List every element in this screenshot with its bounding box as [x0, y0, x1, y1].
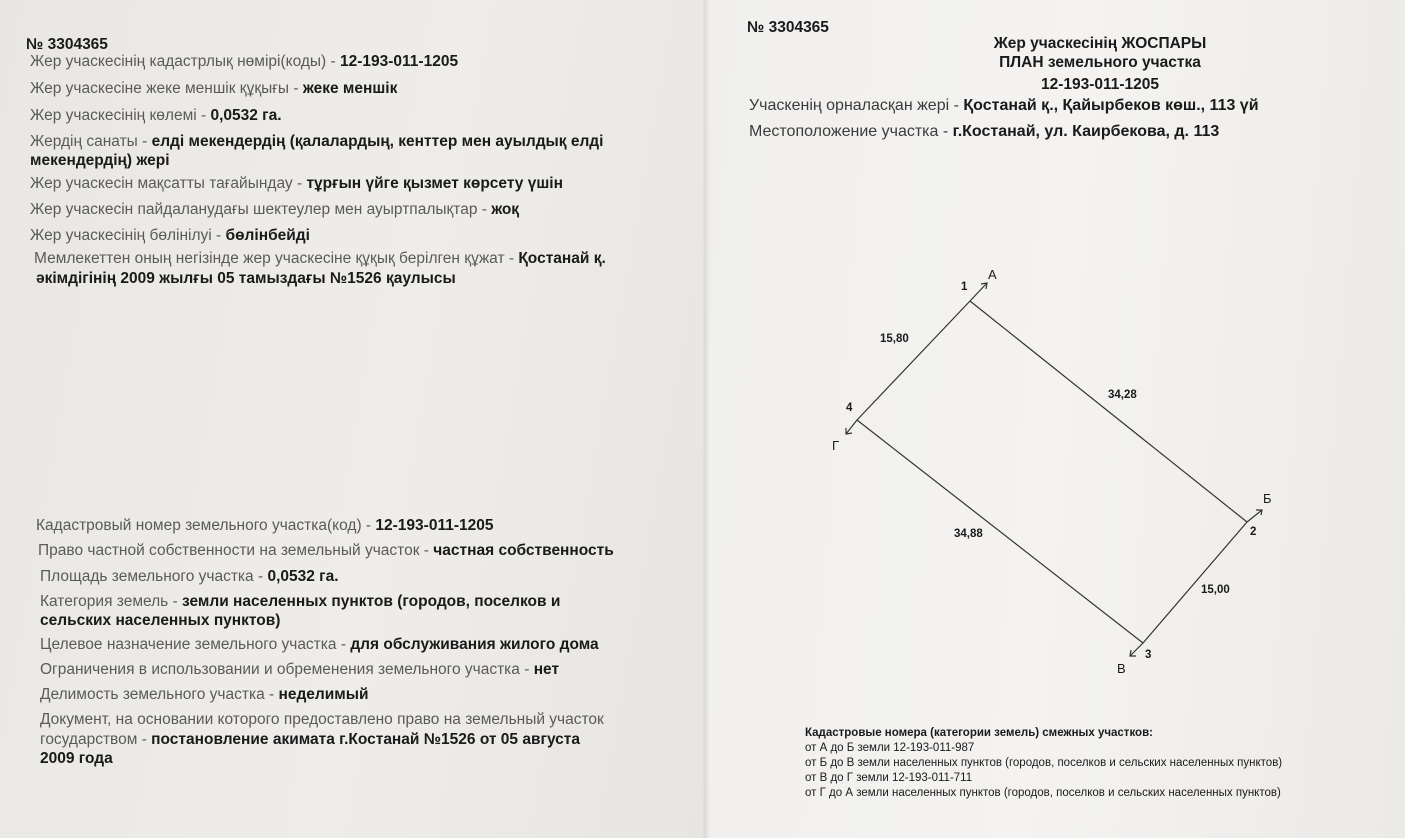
plan-title-kz: Жер учаскесінің ЖОСПАРЫ	[993, 35, 1207, 52]
kz-line: Жер учаскесін мақсатты тағайындау - тұрғын үйге қызмет көрсету үшін	[30, 175, 563, 192]
ru-line: Документ, на основании которого предоставлено право на земельный участок	[40, 711, 604, 728]
arrow-b	[1247, 510, 1262, 522]
kz-line: Жер учаскесін пайдаланудағы шектеулер мен ауыртпалықтар - жоқ	[30, 201, 520, 218]
vertex-1-label: 1	[961, 281, 968, 293]
plan-cadastral-code: 12-193-011-1205	[1040, 76, 1160, 93]
kz-line: мекендердің) жері	[30, 152, 170, 169]
location-ru: Местоположение участка - г.Костанай, ул. Каирбекова, д. 113	[749, 123, 1220, 140]
ru-line: Кадастровый номер земельного участка(код) - 12-193-011-1205	[36, 517, 494, 534]
arrow-v	[1130, 643, 1143, 656]
adjacent-row: от Б до В земли населенных пунктов (городов, поселков и сельских населенных пунктов)	[805, 757, 1283, 769]
adjacent-row: от В до Г земли 12-193-011-711	[805, 772, 973, 784]
kz-line: Жер учаскесінің көлемі - 0,0532 га.	[30, 107, 282, 124]
side-length-2-3: 15,00	[1201, 584, 1230, 596]
direction-a-label: А	[988, 267, 997, 282]
direction-v-label: В	[1117, 661, 1126, 676]
right-document-number: № 3304365	[747, 19, 829, 36]
adjacent-heading: Кадастровые номера (категории земель) смежных участков:	[805, 727, 1153, 739]
vertex-3-label: 3	[1145, 649, 1152, 661]
plan-title-ru: ПЛАН земельного участка	[999, 54, 1201, 71]
vertex-2-label: 2	[1250, 526, 1257, 538]
direction-b-label: Б	[1263, 491, 1272, 506]
location-kz: Учаскенің орналасқан жері - Қостанай қ., Қайырбеков көш., 113 үй	[749, 97, 1259, 114]
arrow-a	[970, 283, 987, 301]
kz-line: Мемлекеттен оның негізінде жер учаскесіне құқық берілген құжат - Қостанай қ.	[34, 250, 606, 267]
direction-g-label: Г	[832, 438, 840, 453]
ru-line: Целевое назначение земельного участка - для обслуживания жилого дома	[40, 636, 599, 653]
side-length-4-1: 15,80	[880, 333, 909, 345]
left-document-number: № 3304365	[26, 36, 108, 53]
side-3-4	[857, 420, 1143, 643]
ru-line: Площадь земельного участка - 0,0532 га.	[40, 568, 339, 585]
kz-line: әкімдігінің 2009 жылғы 05 тамыздағы №1526 қаулысы	[36, 270, 456, 287]
side-1-2	[970, 301, 1247, 522]
ru-line: 2009 года	[40, 750, 113, 767]
ru-line: сельских населенных пунктов)	[40, 612, 281, 629]
ru-line: Делимость земельного участка - неделимый	[40, 686, 369, 703]
ru-line: Ограничения в использовании и обременения земельного участка - нет	[40, 661, 560, 678]
kz-line: Жердің санаты - елді мекендердің (қалалардың, кенттер мен ауылдық елді	[30, 133, 604, 150]
side-length-3-4: 34,88	[954, 528, 983, 540]
kz-line: Жер учаскесіне жеке меншік құқығы - жеке меншік	[30, 80, 398, 97]
side-4-1	[857, 301, 970, 420]
adjacent-row: от А до Б земли 12-193-011-987	[805, 742, 975, 754]
side-2-3	[1143, 522, 1247, 643]
ru-line: государством - постановление акимата г.Костанай №1526 от 05 августа	[40, 731, 581, 748]
kz-line: Жер учаскесінің кадастрлық нөмірі(коды) - 12-193-011-1205	[30, 53, 459, 70]
vertex-4-label: 4	[846, 402, 853, 414]
ru-line: Категория земель - земли населенных пунктов (городов, поселков и	[40, 593, 561, 610]
kz-line: Жер учаскесінің бөлінілуі - бөлінбейді	[30, 227, 310, 244]
ru-line: Право частной собственности на земельный участок - частная собственность	[38, 542, 614, 559]
arrow-g	[846, 420, 857, 434]
side-length-1-2: 34,28	[1108, 389, 1137, 401]
adjacent-row: от Г до А земли населенных пунктов (городов, поселков и сельских населенных пунктов)	[805, 787, 1281, 799]
